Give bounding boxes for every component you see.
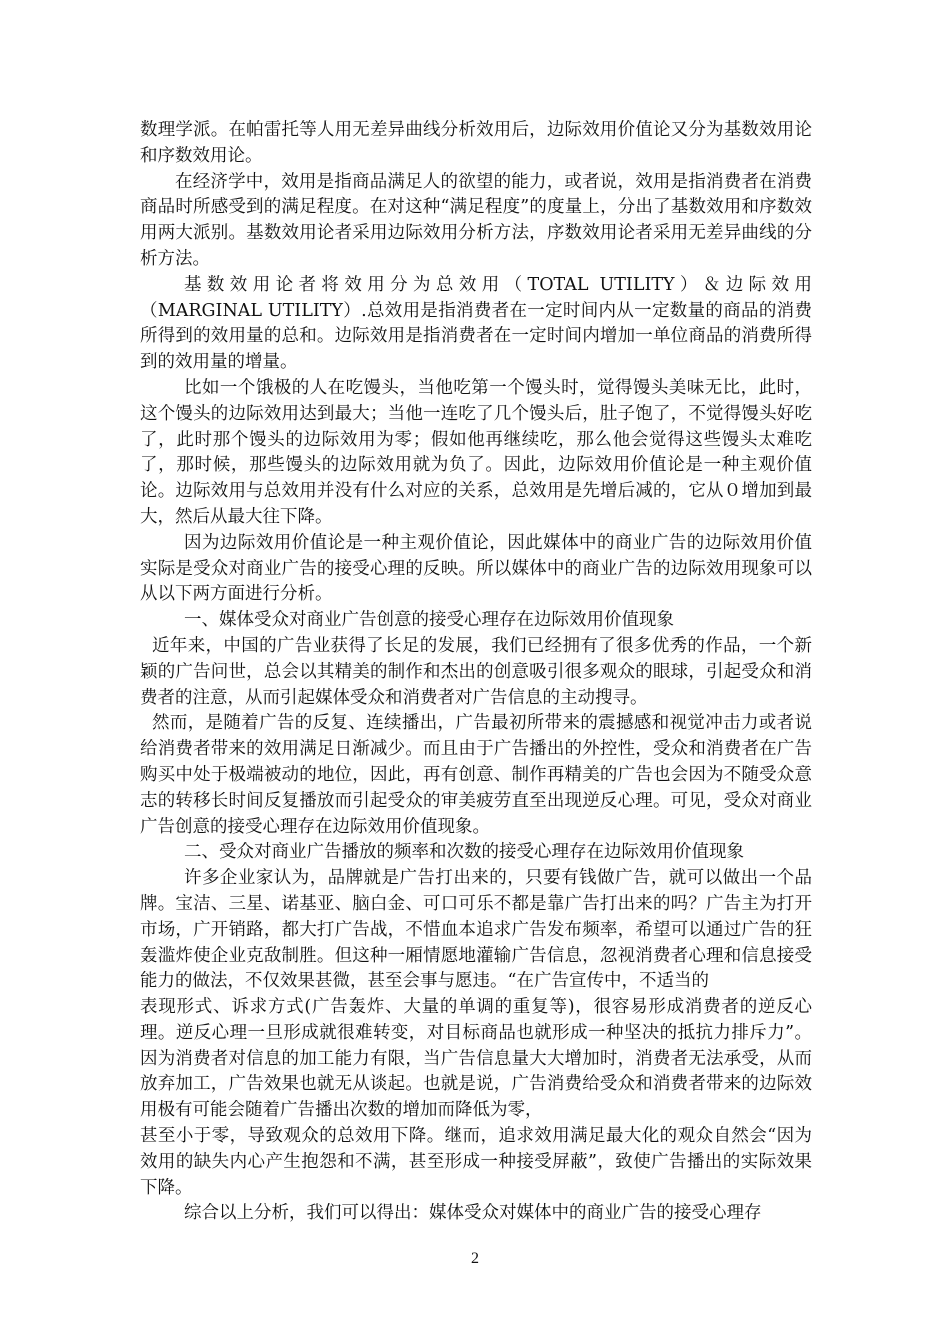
- paragraph: 因为边际效用价值论是一种主观价值论，因此媒体中的商业广告的边际效用价值实际是受众对商业广告的接受心理的反映。所以媒体中的商业广告的边际效用现象可以从以下两方面进行分析。: [140, 532, 812, 605]
- paragraph: 然而，是随着广告的反复、连续播出，广告最初所带来的震撼感和视觉冲击力或者说给消费者带来的效用满足日渐减少。而且由于广告播出的外控性，受众和消费者在广告购买中处于极端被动的地位，因此，再有创意、制作再精美的广告也会因为不随受众意志的转移长时间反复播放而引起受众的审美疲劳直至出现逆反心理。可见，受众对商业广告创意的接受心理存在边际效用价值现象。: [140, 713, 812, 837]
- section-heading: 二、受众对商业广告播放的频率和次数的接受心理存在边际效用价值现象: [184, 842, 744, 863]
- body-text: [140, 118, 812, 1227]
- paragraph: 许多企业家认为，品牌就是广告打出来的，只要有钱做广告，就可以做出一个品牌。宝洁、三星、诺基亚、脑白金、可口可乐不都是靠广告打出来的吗？广告主为打开市场，广开销路，都大打广告战，不惜血本追求广告发布频率，希望可以通过广告的狂轰滥炸使企业克敌制胜。但这种一厢情愿地灌输广告信息，忽视消费者心理和信息接受能力的做法，不仅效果甚微，甚至会事与愿违。“在广告宣传中，不适当的: [140, 868, 812, 992]
- paragraph: 综合以上分析，我们可以得出：媒体受众对媒体中的商业广告的接受心理存: [184, 1203, 762, 1224]
- paragraph: 甚至小于零，导致观众的总效用下降。继而，追求效用满足最大化的观众自然会“因为效用的缺失内心产生抱怨和不满，甚至形成一种接受屏蔽”，致使广告播出的实际效果下降。: [140, 1126, 812, 1198]
- paragraph: 近年来，中国的广告业获得了长足的发展，我们已经拥有了很多优秀的作品，一个新颖的广告问世，总会以其精美的制作和杰出的创意吸引很多观众的眼球，引起受众和消费者的注意，从而引起媒体受众和消费者对广告信息的主动搜寻。: [140, 635, 812, 708]
- section-heading: 一、媒体受众对商业广告创意的接受心理存在边际效用价值现象: [184, 610, 674, 631]
- paragraph: 基数效用论者将效用分为总效用（TOTAL UTILITY）＆边际效用（MARGINAL UTILITY）.总效用是指消费者在一定时间内从一定数量的商品的消费所得到的效用量的总和。边际效用是指消费者在一定时间内增加一单位商品的消费所得到的效用量的增量。: [140, 274, 812, 373]
- paragraph: 在经济学中，效用是指商品满足人的欲望的能力，或者说，效用是指消费者在消费商品时所感受到的满足程度。在对这种“满足程度”的度量上，分出了基数效用和序数效用两大派别。基数效用论者采用边际效用分析方法，序数效用论者采用无差异曲线的分析方法。: [140, 171, 812, 269]
- paragraph: 表现形式、诉求方式(广告轰炸、大量的单调的重复等)，很容易形成消费者的逆反心理。逆反心理一旦形成就很难转变，对目标商品也就形成一种坚决的抵抗力排斥力”。因为消费者对信息的加工能力有限，当广告信息量大大增加时，消费者无法承受，从而放弃加工，广告效果也就无从谈起。也就是说，广告消费给受众和消费者带来的边际效用极有可能会随着广告播出次数的增加而降低为零，: [140, 997, 812, 1121]
- page-number: 2: [471, 1250, 479, 1267]
- paragraph: 数理学派。在帕雷托等人用无差异曲线分析效用后，边际效用价值论又分为基数效用论和序数效用论。: [140, 120, 812, 166]
- paragraph: 比如一个饿极的人在吃馒头，当他吃第一个馒头时，觉得馒头美味无比，此时，这个馒头的边际效用达到最大；当他一连吃了几个馒头后，肚子饱了，不觉得馒头好吃了，此时那个馒头的边际效用为零；假如他再继续吃，那么他会觉得这些馒头太难吃了，那时候，那些馒头的边际效用就为负了。因此，边际效用价值论是一种主观价值论。边际效用与总效用并没有什么对应的关系，总效用是先增后减的，它从０增加到最大，然后从最大往下降。: [140, 377, 812, 527]
